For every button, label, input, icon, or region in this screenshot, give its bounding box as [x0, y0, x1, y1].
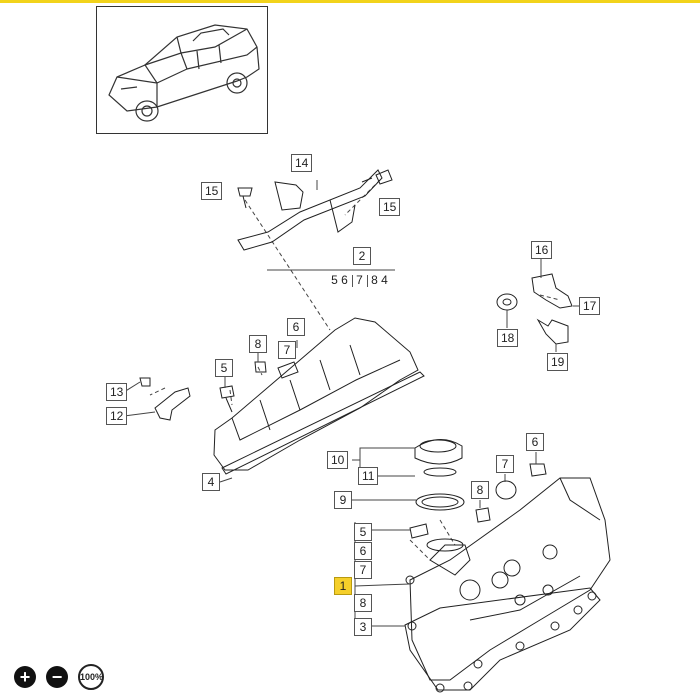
callout-7-upper[interactable]: 7 — [278, 341, 296, 359]
zoom-controls — [14, 664, 104, 690]
nut-8-upper — [255, 362, 266, 372]
callout-16[interactable]: 16 — [531, 241, 552, 259]
subpart-4[interactable]: 4 — [381, 273, 389, 287]
callout-15-left[interactable]: 15 — [201, 182, 222, 200]
screw-15-left — [238, 188, 252, 208]
callout-13[interactable]: 13 — [106, 383, 127, 401]
callout-11[interactable]: 11 — [358, 467, 378, 485]
zoom-reset-button[interactable]: 100% — [78, 664, 104, 690]
bolt-5-lower — [410, 524, 428, 538]
zoom-out-button[interactable]: − — [46, 666, 68, 688]
camshaft-sensor-12 — [155, 388, 190, 420]
callout-12[interactable]: 12 — [106, 407, 127, 425]
callout-1[interactable]: 1 — [334, 577, 352, 595]
subpart-8[interactable]: 8 — [371, 273, 379, 287]
valve-cover-1 — [410, 478, 610, 680]
callout-18[interactable]: 18 — [497, 329, 518, 347]
callout-9[interactable]: 9 — [334, 491, 352, 509]
callout-8-lower[interactable]: 8 — [354, 594, 372, 612]
callout-5-lower[interactable]: 5 — [354, 523, 372, 541]
sleeve-7-right — [496, 481, 516, 499]
callout-14[interactable]: 14 — [291, 154, 312, 172]
bracket-14 — [238, 170, 382, 250]
leader-lines — [150, 180, 560, 560]
callout-5-upper[interactable]: 5 — [215, 359, 233, 377]
callout-8-right[interactable]: 8 — [471, 481, 489, 499]
subpart-6[interactable]: 6 — [341, 273, 349, 287]
nut-6-right — [530, 464, 546, 476]
callout-2[interactable]: 2 — [353, 247, 371, 265]
seal-9 — [416, 494, 464, 510]
callout-19[interactable]: 19 — [547, 353, 568, 371]
zoom-in-button[interactable]: + — [14, 666, 36, 688]
valve-16 — [532, 274, 572, 308]
subpart-5[interactable]: 5 — [331, 273, 339, 287]
callout-10[interactable]: 10 — [327, 451, 348, 469]
callout-6-right[interactable]: 6 — [526, 433, 544, 451]
callout-7-right[interactable]: 7 — [496, 455, 514, 473]
callout-6-lower[interactable]: 6 — [354, 542, 372, 560]
callout-8-upper[interactable]: 8 — [249, 335, 267, 353]
subpart-numbers — [330, 273, 390, 287]
bolt-5-upper — [220, 386, 234, 412]
seal-11 — [424, 468, 456, 476]
callout-4[interactable]: 4 — [202, 473, 220, 491]
callout-6-upper[interactable]: 6 — [287, 318, 305, 336]
nut-8-right — [476, 508, 490, 522]
callout-7-lower[interactable]: 7 — [354, 561, 372, 579]
subpart-7[interactable]: 7 — [356, 273, 364, 287]
gasket-3 — [405, 588, 600, 690]
callout-15-right[interactable]: 15 — [379, 198, 400, 216]
seal-ring-18 — [497, 294, 517, 310]
gasket-4 — [222, 372, 424, 474]
callout-17[interactable]: 17 — [579, 297, 600, 315]
sensor-19 — [538, 320, 568, 344]
callout-3[interactable]: 3 — [354, 618, 372, 636]
